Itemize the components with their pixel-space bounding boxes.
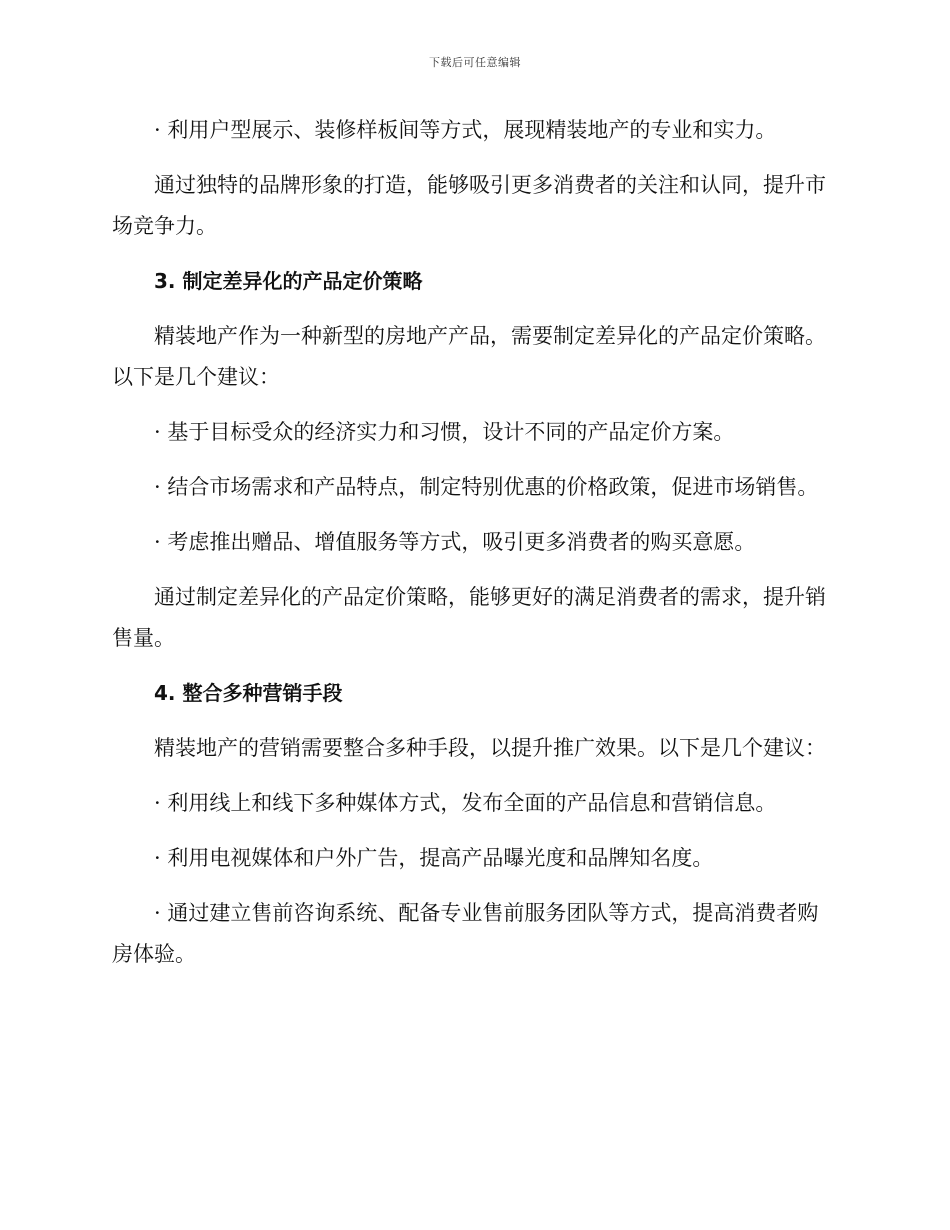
section-heading: 4. 整合多种营销手段 (154, 681, 343, 705)
bullet-paragraph: · 通过建立售前咨询系统、配备专业售前服务团队等方式，提高消费者购房体验。 (112, 901, 819, 966)
bullet-paragraph: · 考虑推出赠品、增值服务等方式，吸引更多消费者的购买意愿。 (154, 530, 756, 554)
bullet-paragraph: · 结合市场需求和产品特点，制定特别优惠的价格政策，促进市场销售。 (154, 475, 819, 499)
bullet-paragraph: · 利用电视媒体和户外广告，提高产品曝光度和品牌知名度。 (154, 846, 714, 870)
body-paragraph: 精装地产作为一种新型的房地产产品，需要制定差异化的产品定价策略。以下是几个建议： (112, 324, 826, 389)
body-paragraph: 通过独特的品牌形象的打造，能够吸引更多消费者的关注和认同，提升市场竞争力。 (112, 173, 826, 238)
section-heading: 3. 制定差异化的产品定价策略 (154, 269, 423, 293)
page-header: 下载后可任意编辑 (429, 56, 521, 69)
body-paragraph: 通过制定差异化的产品定价策略，能够更好的满足消费者的需求，提升销售量。 (112, 585, 826, 650)
bullet-paragraph: · 基于目标受众的经济实力和习惯，设计不同的产品定价方案。 (154, 420, 735, 444)
bullet-paragraph: · 利用户型展示、装修样板间等方式，展现精装地产的专业和实力。 (154, 118, 777, 142)
bullet-paragraph: · 利用线上和线下多种媒体方式，发布全面的产品信息和营销信息。 (154, 791, 777, 815)
body-paragraph: 精装地产的营销需要整合多种手段，以提升推广效果。以下是几个建议： (154, 736, 826, 760)
document-body (112, 110, 832, 989)
